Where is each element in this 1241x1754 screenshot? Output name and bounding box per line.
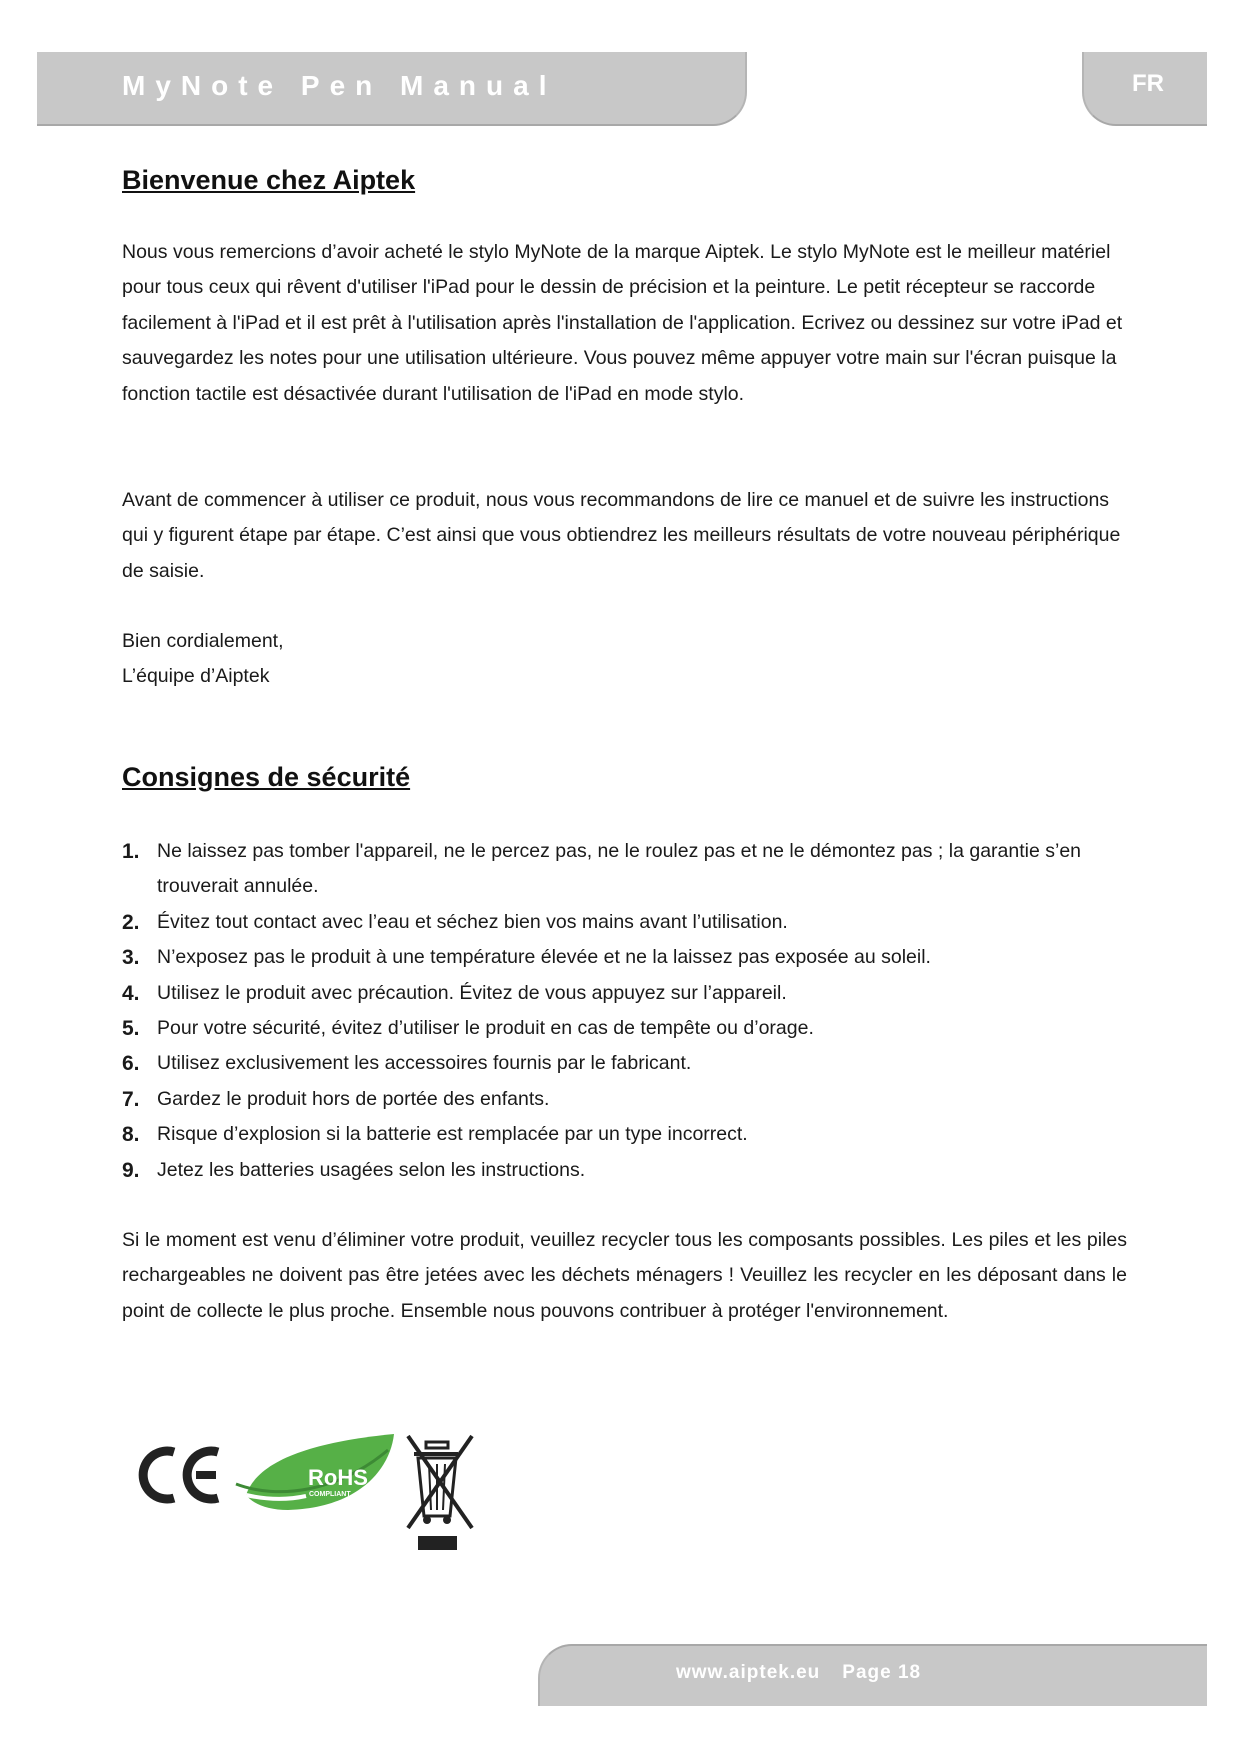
welcome-paragraph-1: Nous vous remercions d’avoir acheté le stylo MyNote de la marque Aiptek. Le stylo MyNote est le meilleur matériel pour tous ceux qui rêvent d'utiliser l'iPad pour le dessin de précision et la peinture. Le petit récepteur se raccorde facilement à l'iPad et il est prêt à l'utilisation après l'installation de l'application. Ecrivez ou dessinez sur votre iPad et sauvegardez les notes pour une utilisation ultérieure. Vous pouvez même appuyer votre main sur l'écran puisque la fonction tactile est désactivée durant l'utilisation de l'iPad en mode stylo. (122, 241, 1123, 405)
safety-item-number: 1. (122, 840, 140, 863)
safety-item-text: Ne laissez pas tomber l'appareil, ne le percez pas, ne le roulez pas et ne le démontez pas ; la garantie s’en trouverait annulée. (157, 840, 1082, 898)
safety-heading: Consignes de sécurité (122, 762, 411, 792)
safety-section (122, 762, 1127, 793)
footer-page-number: Page 18 (842, 1662, 922, 1683)
safety-item-number: 6. (122, 1052, 140, 1076)
rohs-sub-label: COMPLIANT (309, 1491, 351, 1498)
safety-item-text: N’exposez pas le produit à une température élevée et ne la laissez pas exposée au soleil. (157, 946, 931, 969)
welcome-heading: Bienvenue chez Aiptek (122, 165, 416, 195)
safety-item (122, 1117, 1127, 1152)
safety-item-text: Jetez les batteries usagées selon les instructions. (157, 1158, 586, 1181)
safety-item-number: 3. (122, 946, 140, 970)
safety-item-number: 9. (122, 1158, 140, 1182)
welcome-paragraph-1-block (122, 235, 1127, 412)
language-code: FR (1132, 70, 1164, 97)
welcome-paragraph-2: Avant de commencer à utiliser ce produit, nous vous recommandons de lire ce manuel et de suivre les instructions qui y figurent étape par étape. C’est ainsi que vous obtiendrez les meilleurs résultats de votre nouveau périphérique de saisie. (122, 489, 1121, 582)
safety-item (122, 1046, 1127, 1081)
welcome-section (122, 165, 1127, 196)
footer-bar (538, 1644, 1207, 1706)
safety-item (122, 976, 1127, 1011)
language-tab (1082, 52, 1207, 126)
welcome-paragraph-2-block (122, 483, 1127, 589)
safety-item-number: 8. (122, 1123, 140, 1147)
safety-item-text: Risque d’explosion si la batterie est remplacée par un type incorrect. (157, 1123, 748, 1146)
header-bar (37, 52, 747, 126)
ce-mark-icon (143, 1451, 218, 1499)
safety-item-text: Pour votre sécurité, évitez d’utiliser le produit en cas de tempête ou d’orage. (157, 1017, 814, 1040)
signature-text: L’équipe d’Aiptek (122, 665, 270, 688)
safety-item (122, 1082, 1127, 1117)
footer-website: www.aiptek.eu (676, 1662, 821, 1683)
closing-block (122, 624, 1127, 695)
closing-text: Bien cordialement, (122, 630, 284, 652)
safety-item (122, 1153, 1127, 1188)
safety-list-block (122, 834, 1127, 1188)
safety-item-text: Utilisez exclusivement les accessoires fournis par le fabricant. (157, 1052, 692, 1075)
rohs-label: RoHS (308, 1465, 368, 1490)
safety-item-number: 5. (122, 1017, 140, 1041)
manual-title: MyNote Pen Manual (122, 70, 557, 101)
safety-item-text: Utilisez le produit avec précaution. Évitez de vous appuyez sur l’appareil. (157, 981, 787, 1004)
weee-bin-icon (408, 1436, 472, 1550)
recycling-block (122, 1223, 1127, 1329)
recycling-paragraph: Si le moment est venu d’éliminer votre produit, veuillez recycler tous les composants possibles. Les piles et les piles rechargeables ne doivent pas être jetées avec les déchets ménagers ! Veuillez les recycler en les déposant dans le point de collecte le plus proche. Ensemble nous pouvons contribuer à protéger l'environnement. (122, 1229, 1127, 1322)
safety-item (122, 834, 1127, 905)
safety-list (122, 834, 1127, 1188)
safety-item-text: Évitez tout contact avec l’eau et séchez bien vos mains avant l’utilisation. (157, 910, 788, 933)
safety-item (122, 905, 1127, 940)
safety-item-number: 7. (122, 1087, 140, 1111)
safety-item-number: 4. (122, 981, 140, 1005)
footer-text (676, 1662, 921, 1684)
safety-item (122, 940, 1127, 975)
safety-item-text: Gardez le produit hors de portée des enfants. (157, 1087, 550, 1110)
compliance-logos (138, 1430, 518, 1560)
safety-item-number: 2. (122, 910, 140, 934)
rohs-leaf-icon (236, 1434, 394, 1510)
compliance-logos-graphic (138, 1430, 518, 1560)
safety-item (122, 1011, 1127, 1046)
